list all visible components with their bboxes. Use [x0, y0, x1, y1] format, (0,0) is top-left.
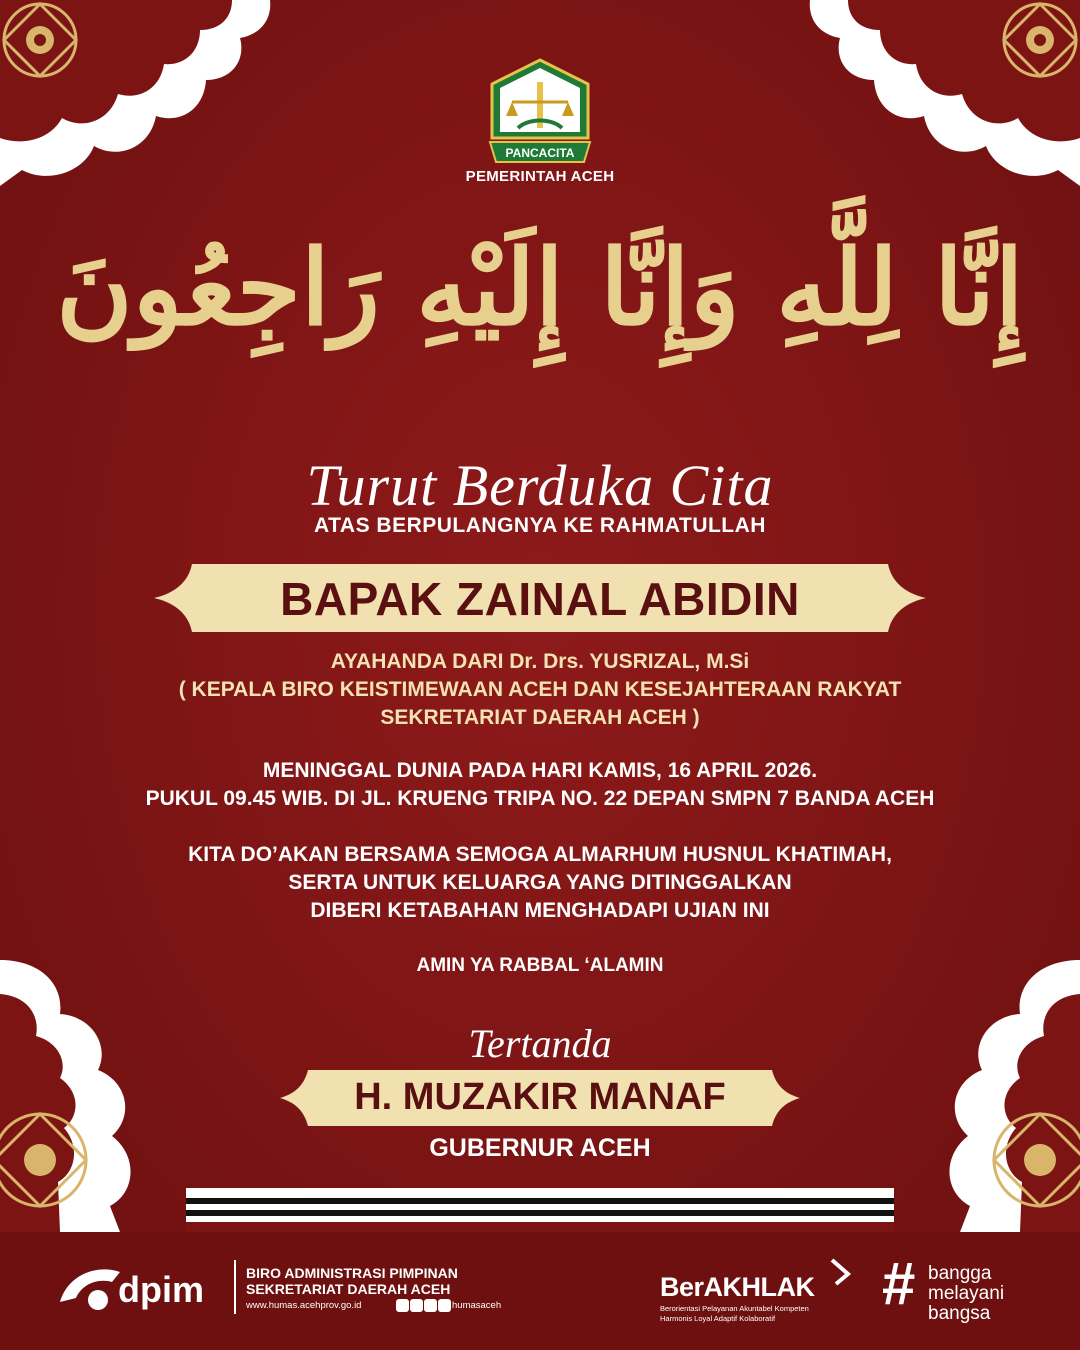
bmb-line: melayani — [928, 1283, 1005, 1304]
governor-title: GUBERNUR ACEH — [429, 1134, 651, 1162]
prayer-line: KITA DO’AKAN BERSAMA SEMOGA ALMARHUM HUSNUL KHATIMAH, — [188, 843, 892, 866]
amin-line: AMIN YA RABBAL ‘ALAMIN — [416, 955, 664, 976]
bmb-line: bangga — [928, 1263, 992, 1284]
facebook-icon[interactable] — [424, 1299, 437, 1312]
x-icon[interactable] — [438, 1299, 451, 1312]
berakhlak-tick-icon — [826, 1258, 860, 1286]
prayer-line: SERTA UNTUK KELUARGA YANG DITINGGALKAN — [288, 871, 792, 894]
biro-line: BIRO ADMINISTRASI PIMPINAN — [246, 1265, 458, 1281]
bmb-line: bangsa — [928, 1303, 991, 1324]
death-info-line: MENINGGAL DUNIA PADA HARI KAMIS, 16 APRIL 2026. — [262, 759, 818, 782]
relation-line: SEKRETARIAT DAERAH ACEH ) — [380, 706, 700, 729]
youtube-icon[interactable] — [396, 1299, 409, 1312]
arabic-calligraphy: إِنَّا لِلَّهِ وَإِنَّا إِلَيْهِ رَاجِعُونَ — [56, 226, 1024, 349]
footer-divider — [234, 1260, 236, 1314]
prayer-line: DIBERI KETABAHAN MENGHADAPI UJIAN INI — [310, 899, 770, 922]
death-info-line: PUKUL 09.45 WIB. DI JL. KRUENG TRIPA NO. 22 DEPAN SMPN 7 BANDA ACEH — [145, 787, 935, 810]
relation-line: ( KEPALA BIRO KEISTIMEWAAN ACEH DAN KESEJAHTERAAN RAKYAT — [178, 678, 902, 701]
relation-line: AYAHANDA DARI Dr. Drs. YUSRIZAL, M.Si — [330, 650, 750, 673]
biro-line: SEKRETARIAT DAERAH ACEH — [246, 1281, 451, 1297]
berakhlak-subtitle: Berorientasi Pelayanan Akuntabel Kompeten — [660, 1304, 809, 1313]
berakhlak-subtitle: Harmonis Loyal Adaptif Kolaboratif — [660, 1314, 776, 1323]
headline: Turut Berduka Cita — [306, 453, 774, 518]
signature-label: Tertanda — [468, 1021, 612, 1066]
logo-caption: PEMERINTAH ACEH — [465, 168, 615, 185]
hashtag-icon: # — [882, 1250, 916, 1317]
governor-name: H. MUZAKIR MANAF — [354, 1076, 726, 1118]
website-link[interactable]: www.humas.acehprov.go.id — [246, 1300, 362, 1311]
instagram-icon[interactable] — [410, 1299, 423, 1312]
deceased-name: BAPAK ZAINAL ABIDIN — [280, 573, 800, 625]
adpim-logo-icon — [58, 1258, 228, 1316]
svg-text:dpim: dpim — [118, 1269, 204, 1310]
berakhlak-title: BerAKHLAK — [660, 1272, 815, 1302]
logo-text: PANCACITA — [505, 146, 575, 160]
top-right-ornament — [800, 0, 1080, 190]
social-handle[interactable]: humasaceh — [452, 1300, 502, 1311]
top-left-ornament — [0, 0, 280, 190]
aceh-emblem-icon — [488, 58, 592, 168]
subline: ATAS BERPULANGNYA KE RAHMATULLAH — [314, 514, 766, 537]
flag-stripes — [186, 1188, 894, 1232]
